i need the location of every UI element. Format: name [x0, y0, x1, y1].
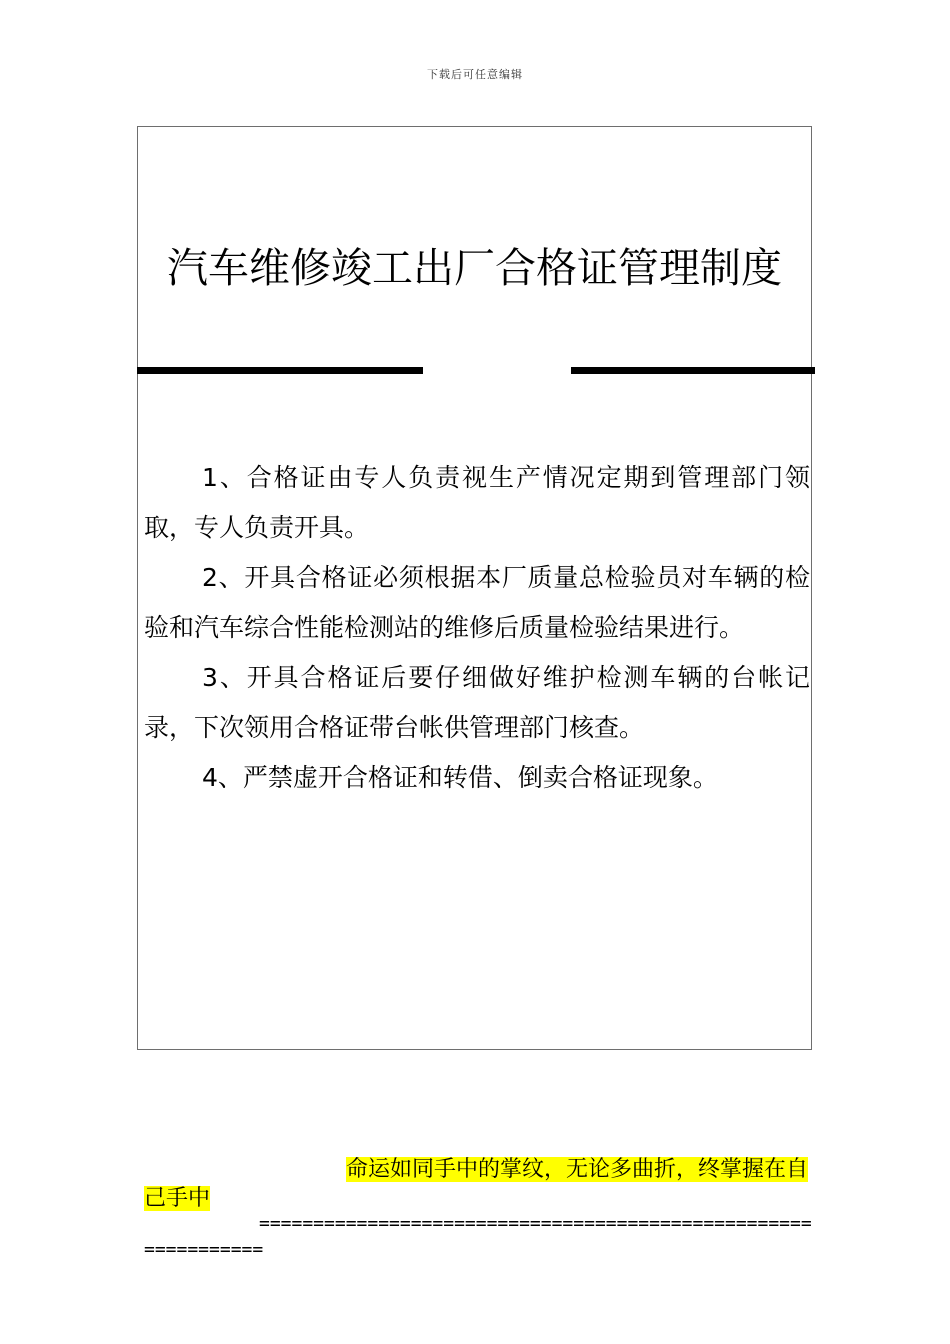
footer-quote: 命运如同手中的掌纹，无论多曲折，终掌握在自己手中	[144, 1157, 809, 1211]
header-note: 下载后可任意编辑	[427, 68, 523, 81]
paragraph-1: 1、合格证由专人负责视生产情况定期到管理部门领取，专人负责开具。	[144, 463, 810, 542]
paragraph-3: 3、开具合格证后要仔细做好维护检测车辆的台帐记录，下次领用合格证带台帐供管理部门核查。	[144, 663, 810, 742]
paragraph-2: 2、开具合格证必须根据本厂质量总检验员对车辆的检验和汽车综合性能检测站的维修后质量检验结果进行。	[144, 563, 810, 642]
document-body	[144, 453, 810, 803]
footer-quote-block	[144, 1155, 814, 1213]
paragraph-4: 4、严禁虚开合格证和转借、倒卖合格证现象。	[202, 763, 718, 792]
title-rule-right	[571, 367, 815, 374]
separator-line	[144, 1211, 816, 1263]
title-rule-left	[137, 367, 423, 374]
document-title: 汽车维修竣工出厂合格证管理制度	[167, 244, 782, 292]
separator-text: ==============================================================	[144, 1213, 812, 1260]
